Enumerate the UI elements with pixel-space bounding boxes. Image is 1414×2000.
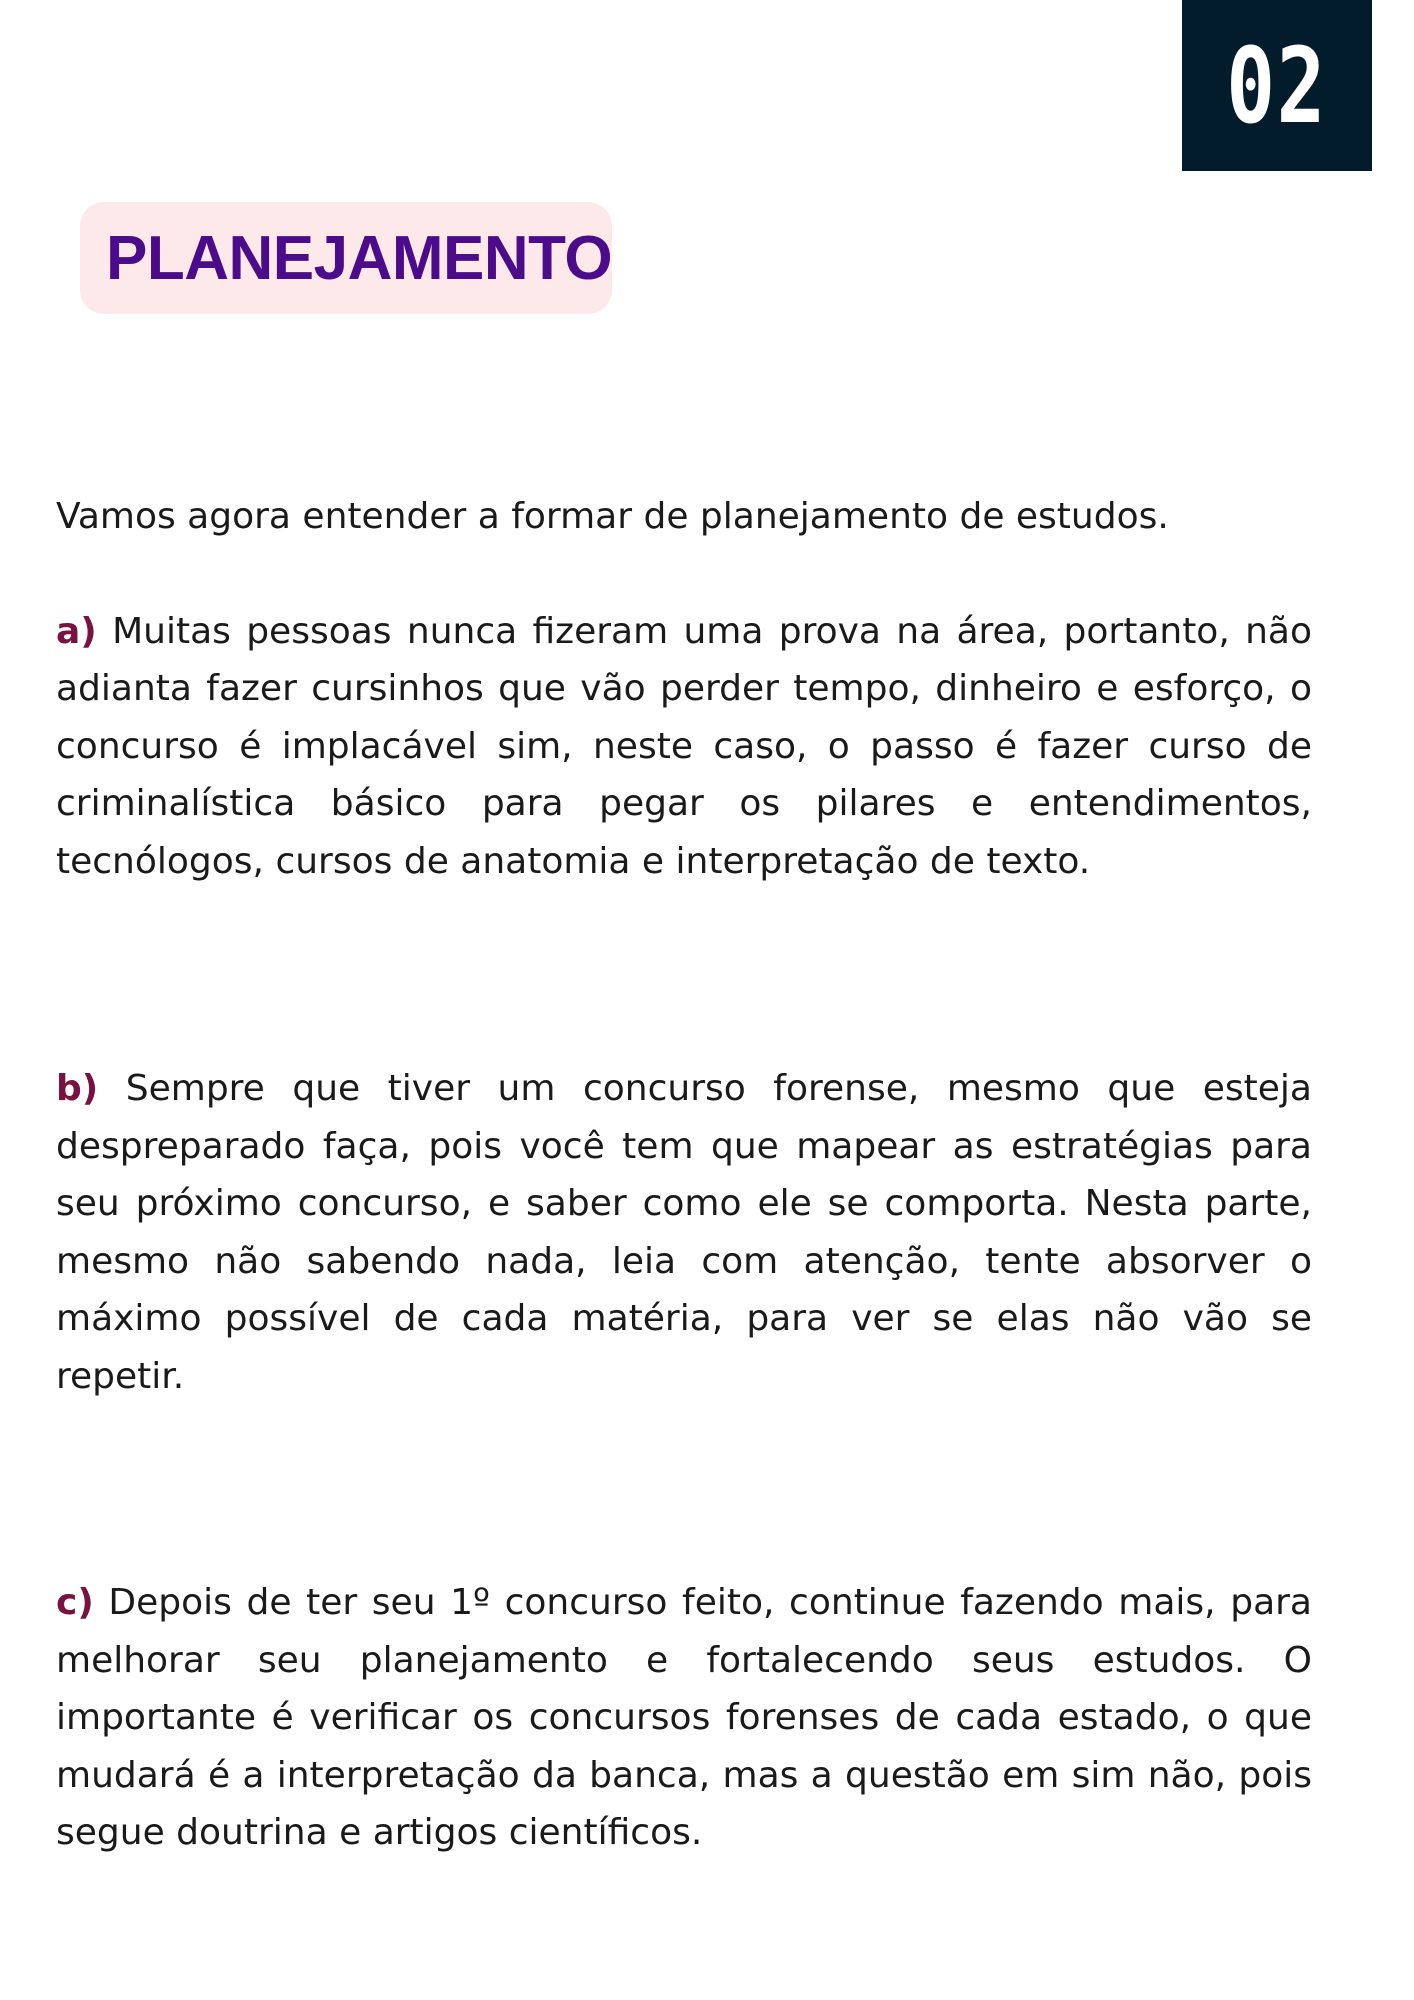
page-number-badge	[1182, 0, 1372, 171]
page-number: 02	[1226, 24, 1328, 147]
list-marker-b: b)	[56, 1068, 99, 1109]
section-title-pill	[80, 202, 612, 314]
list-text-c: Depois de ter seu 1º concurso feito, continue fazendo mais, para melhorar seu planejamento e fortalecendo seus estudos. O importante é verificar os concursos forenses de cada estado, o que mudará é a interpretação da banca, mas a questão em sim não, pois segue doutrina e artigos científicos.	[56, 1582, 1312, 1853]
list-text-a: Muitas pessoas nunca fizeram uma prova na área, portanto, não adianta fazer cursinhos que vão perder tempo, dinheiro e esforço, o concurso é implacável sim, neste caso, o passo é fazer curso de criminalística básico para pegar os pilares e entendimentos, tecnólogos, cursos de anatomia e interpretação de texto.	[56, 610, 1312, 882]
list-item-c	[56, 1574, 1312, 1862]
list-item-b	[56, 1060, 1312, 1405]
list-item-a	[56, 603, 1312, 891]
list-text-b: Sempre que tiver um concurso forense, mesmo que esteja despreparado faça, pois você tem que mapear as estratégias para seu próximo concurso, e saber como ele se comporta. Nesta parte, mesmo não sabendo nada, leia com atenção, tente absorver o máximo possível de cada matéria, para ver se elas não vão se repetir.	[56, 1068, 1312, 1397]
intro-paragraph: Vamos agora entender a formar de planejamento de estudos.	[56, 496, 1169, 537]
main-content	[56, 488, 1312, 1862]
list-marker-c: c)	[56, 1582, 94, 1623]
list-marker-a: a)	[56, 610, 97, 652]
section-title: PLANEJAMENTO	[106, 223, 613, 293]
